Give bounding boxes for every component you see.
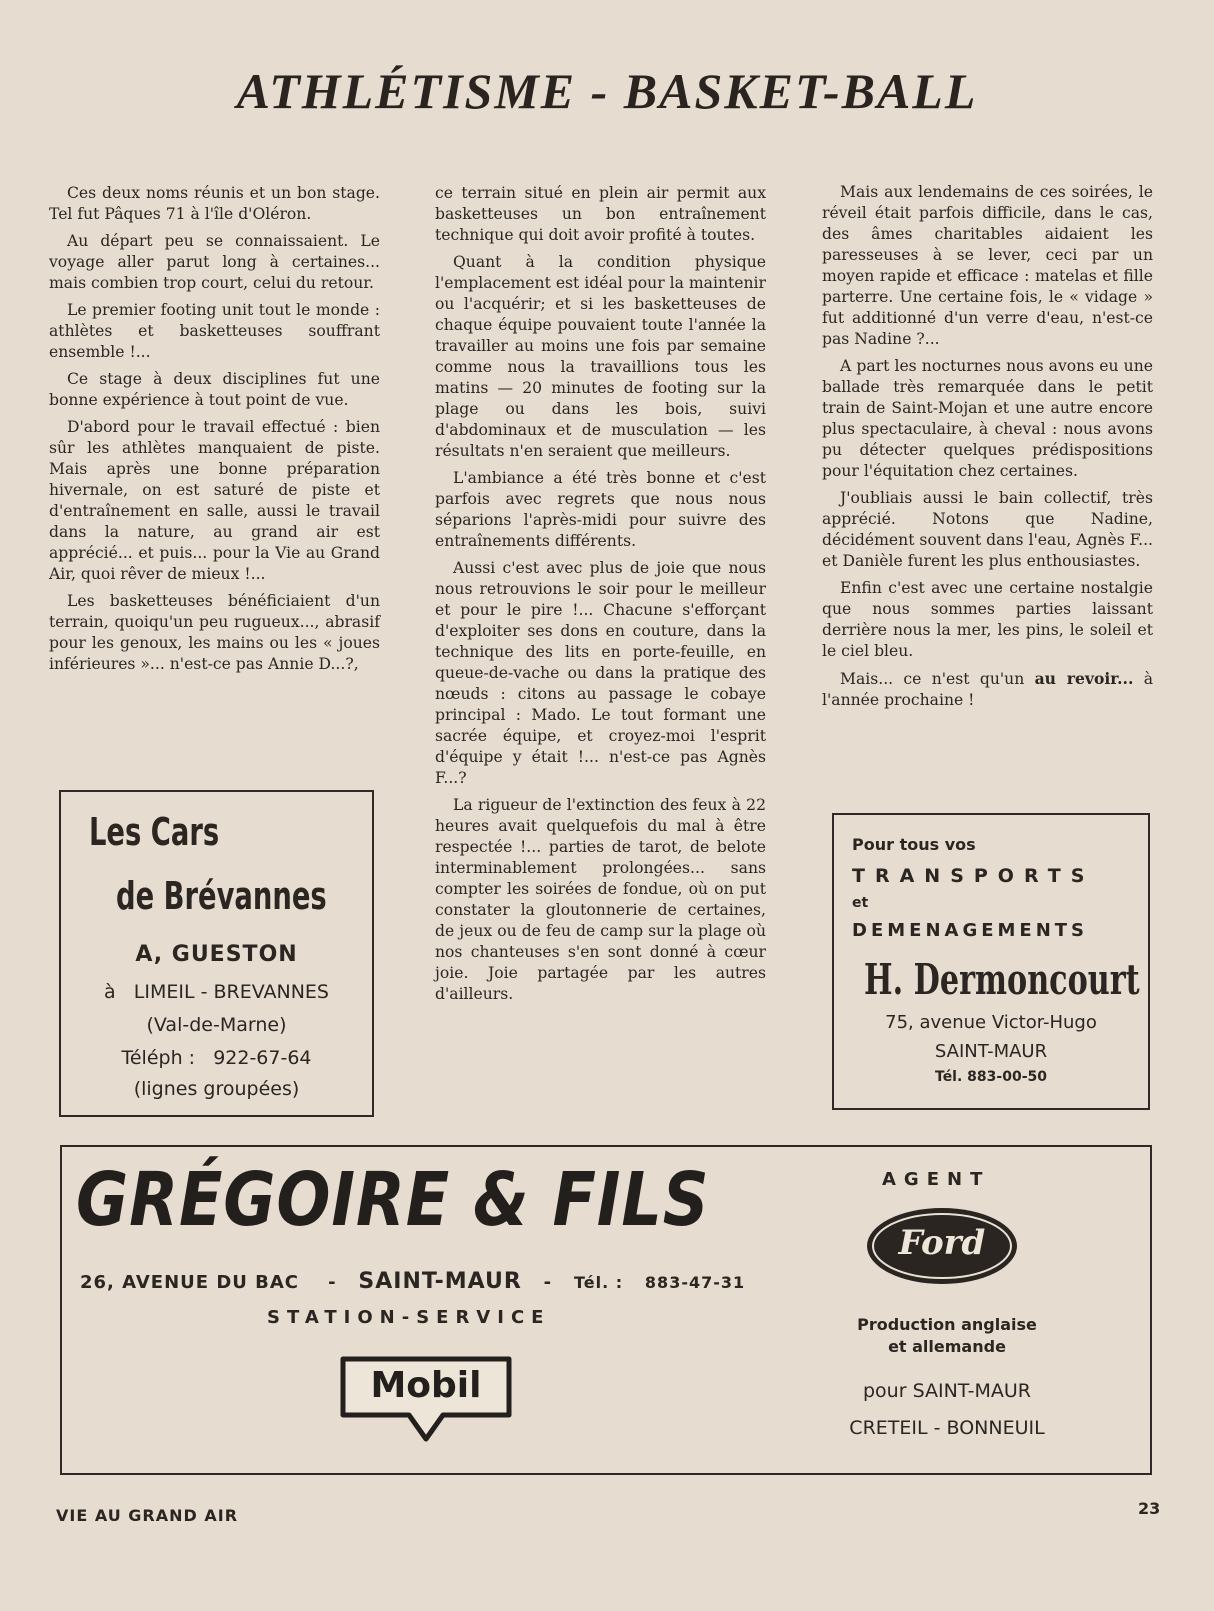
ad-dermon-address: 75, avenue Victor-Hugo [885,1012,1097,1033]
paragraph: D'abord pour le travail effectué : bien sûr les athlètes manquaient de piste. Mais après une bonne préparation hivernale, on est saturé de piste et d'entraînement en salle, aussi le travail dans la nature, au grand air est apprécié... et puis... pour la Vie au Grand Air, quoi rêver de mieux !... [49,418,380,583]
ad-greg-pour: pour SAINT-MAUR [862,1380,1032,1402]
paragraph: Ce stage à deux disciplines fut une bonne expérience à tout point de vue. [49,370,380,409]
ad-dermoncourt [832,813,1150,1110]
ad-greg-production2: et allemande [888,1337,1006,1356]
ad-greg-tel: 883-47-31 [644,1273,746,1292]
paragraph: Aussi c'est avec plus de joie que nous nous retrouvions le soir pour le meilleur et pour le pire !... Chacune s'efforçant d'exploiter ses dons en couture, dans la technique des lits en porte-feuille, en queue-de-vache ou dans la pratique des nœuds : citons au passage le cobaye principal : Mado. Le tout formant une sacrée équipe, et croyez-moi l'esprit d'équipe y était !... n'est-ce pas Agnès F...? [435,559,766,787]
ad-cars-phone-line [61,1047,372,1069]
ad-cars-region: (Val-de-Marne) [146,1014,287,1036]
ad-dermon-name: H. Dermoncourt [864,955,1140,1004]
paragraph: L'ambiance a été très bonne et c'est parfois avec regrets que nous nous séparions l'après-midi pour suivre des entraînements différents. [435,469,766,550]
ad-greg-city: SAINT-MAUR [358,1269,522,1294]
ad-greg-sep: - [328,1272,337,1293]
ford-logo [864,1205,1020,1287]
ad-cars-town: LIMEIL - BREVANNES [133,981,329,1003]
ad-greg-towns: CRETEIL - BONNEUIL [849,1417,1045,1439]
ad-cars-note: (lignes groupées) [133,1078,300,1100]
paragraph: Quant à la condition physique l'emplacement est idéal pour la maintenir ou l'acquérir; et si les basketteuses de chaque équipe pouvaient toute l'année la travailler au moins une fois par semaine comme nous la travaillions tous les matins — 20 minutes de footing sur la plage ou dans les bois, suivi d'abdominaux et de musculation — les résultats n'en seraient que meilleurs. [435,253,766,460]
ford-wordmark: Ford [898,1223,986,1263]
ad-greg-station: STATION-SERVICE [267,1307,551,1328]
paragraph: Enfin c'est avec une certaine nostalgie que nous sommes parties laissant derrière nous la mer, les pins, le soleil et le ciel bleu. [822,579,1153,660]
ad-cars-phone-label: Téléph : [121,1047,196,1069]
ad-dermon-city: SAINT-MAUR [934,1041,1048,1062]
paragraph: Le premier footing unit tout le monde : athlètes et basketteuses souffrant ensemble !... [49,301,380,361]
ad-cars-town-line [61,981,372,1003]
closing-lead: Mais... ce n'est qu'un [840,670,1025,688]
ad-dermon-intro: Pour tous vos [852,835,976,854]
closing-bold: au revoir... [1034,669,1134,688]
paragraph: J'oubliais aussi le bain collectif, très apprécié. Notons que Nadine, décidément souvent dans l'eau, Agnès F... et Danièle furent les plus enthousiastes. [822,489,1153,570]
page-number: 23 [1138,1499,1161,1518]
paragraph: ce terrain situé en plein air permit aux basketteuses un bon entraînement technique qui doit avoir profité à toutes. [435,184,766,244]
ad-cars-line1: Les Cars [89,810,220,854]
paragraph: Au départ peu se connaissaient. Le voyage aller parut long à certaines... mais combien trop court, celui du retour. [49,232,380,292]
closing-paragraph [822,668,1153,711]
ad-cars-name: A, GUESTON [135,942,298,967]
ad-greg-address: 26, AVENUE DU BAC [80,1272,300,1293]
mobil-wordmark: Mobil [370,1365,482,1406]
ad-greg-agent: AGENT [882,1169,991,1190]
ad-dermon-demenagements: DEMENAGEMENTS [852,920,1089,941]
paragraph: Mais aux lendemains de ces soirées, le réveil était parfois difficile, dans le cas, des âmes charitables aidaient les paresseuses à se lever, ceci par un moyen rapide et efficace : matelas et fille parterre. Une certaine fois, le « vidage » fut additionné d'un verre d'eau, n'est-ce pas Nadine ?... [822,183,1153,348]
ad-greg-name: GRÉGOIRE & FILS [76,1157,710,1243]
article-column-2 [435,183,766,1011]
paragraph: Ces deux noms réunis et un bon stage. Tel fut Pâques 71 à l'île d'Oléron. [49,184,380,223]
ad-cars-town-prefix: à [103,981,116,1003]
ad-cars-brevannes [59,790,374,1117]
paragraph: Les basketteuses bénéficiaient d'un terrain, quoiqu'un peu rugueux..., abrasif pour les genoux, les mains ou les « joues inférieures »... n'est-ce pas Annie D...?, [49,592,380,673]
article-column-1 [49,183,380,681]
paragraph: A part les nocturnes nous avons eu une ballade très remarquée dans le petit train de Saint-Mojan et une autre encore plus spectaculaire, à cheval : nous avons pu détecter quelques prédispositions pour l'équitation chez certaines. [822,357,1153,480]
closing-tail: à l'année prochaine ! [822,670,1153,709]
ad-cars-line2: de Brévannes [116,874,327,918]
ad-dermon-transports: TRANSPORTS [852,865,1095,887]
ad-cars-phone: 922-67-64 [213,1047,312,1069]
page-title: ATHLÉTISME - BASKET-BALL [236,63,978,119]
ad-dermon-phone: Tél. 883-00-50 [935,1069,1047,1085]
ad-dermon-et: et [852,895,869,911]
ad-gregoire-fils [60,1145,1152,1475]
ad-greg-sep: - [543,1272,553,1293]
ad-greg-address-line [80,1269,745,1294]
mobil-logo [337,1353,515,1445]
ad-greg-tel-label: Tél. : [573,1273,624,1292]
article-column-3 [822,182,1153,717]
footer-magazine-name: VIE AU GRAND AIR [56,1506,239,1525]
ad-greg-production1: Production anglaise [857,1315,1037,1334]
paragraph: La rigueur de l'extinction des feux à 22 heures avait quelquefois du mal à être respectée !... parties de tarot, de belote interminablement prolongées... sans compter les soirées de fondue, où on put constater la gloutonnerie de certaines, de jeux ou de feu de camp sur la plage où nos chanteuses s'en sont donné à cœur joie. Joie partagée par les autres d'ailleurs. [435,796,766,1003]
